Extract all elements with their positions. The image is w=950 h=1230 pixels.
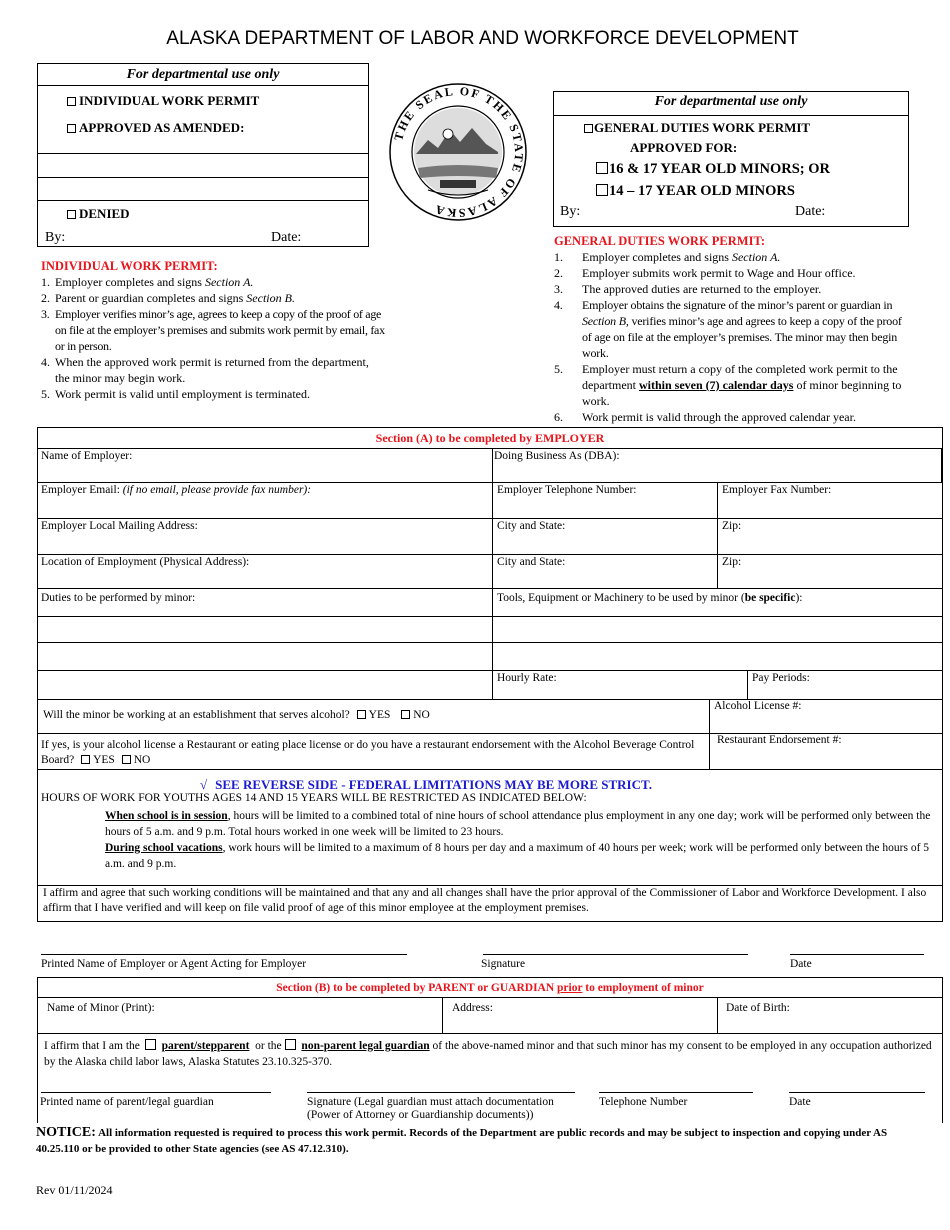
employer-fax-field[interactable]: Employer Fax Number: xyxy=(722,484,832,496)
section-b-title: Section (B) to be completed by PARENT or GUARDIAN prior to employment of minor xyxy=(276,982,704,994)
checkbox-restaurant-no[interactable] xyxy=(122,755,131,764)
alcohol-question: Will the minor be working at an establishment that serves alcohol? YES NO xyxy=(43,709,430,721)
guardian-telephone[interactable]: Telephone Number xyxy=(599,1096,688,1108)
approved-amended-option[interactable]: APPROVED AS AMENDED: xyxy=(67,120,244,136)
general-permit-instructions: GENERAL DUTIES WORK PERMIT: 1. Employer completes and signs Section A. 2. Employer submits work permit to Wage and Hour office. 3. The approved duties are returned to the employer. 4. Employer obtains the signature of the minor’s parent or guardian in Section B, verifies minor’s age and agrees to keep a copy of the proof of age on file at the employer’s premises. The minor may then begin work. 5. Employer must return a copy of the completed work permit to the department within seven (7) calendar days of minor beginning to work. 6. Work permit is valid through the approved calendar year. xyxy=(554,233,910,425)
individual-heading: INDIVIDUAL WORK PERMIT: xyxy=(41,259,218,273)
guardian-affirmation: I affirm that I am the parent/stepparent or the non-parent legal guardian of the above-named minor and that such minor has my consent to be employed in any occupation authorized by the Alaska child labor laws, Alaska Statutes 23.10.325-370. xyxy=(44,1040,932,1068)
general-heading: GENERAL DUTIES WORK PERMIT: xyxy=(554,234,766,248)
minor-address-field[interactable]: Address: xyxy=(452,1002,493,1014)
page-title: ALASKA DEPARTMENT OF LABOR AND WORKFORCE DEVELOPMENT xyxy=(166,28,799,49)
reverse-side-notice: √ SEE REVERSE SIDE - FEDERAL LIMITATIONS MAY BE MORE STRICT. xyxy=(200,777,652,792)
guardian-signature[interactable]: Signature (Legal guardian must attach documentation (Power of Attorney or Guardianship documents)) xyxy=(307,1096,554,1121)
duties-field[interactable]: Duties to be performed by minor: xyxy=(41,592,196,604)
school-vacation-rule: During school vacations, work hours will be limited to a maximum of 8 hours per day and a maximum of 40 hours per week; work will be performed only between the hours of 5 a.m. and 9 p.m. xyxy=(105,842,930,870)
location-field[interactable]: Location of Employment (Physical Address): xyxy=(41,556,250,568)
right-departmental-box xyxy=(553,91,909,227)
pay-periods-field[interactable]: Pay Periods: xyxy=(752,672,810,684)
checkbox-16-17[interactable] xyxy=(596,162,608,174)
alcohol-license-field[interactable]: Alcohol License #: xyxy=(714,700,802,712)
checkbox-parent[interactable] xyxy=(145,1039,156,1050)
mailing-address-field[interactable]: Employer Local Mailing Address: xyxy=(41,520,198,532)
checkbox-alcohol-no[interactable] xyxy=(401,710,410,719)
right-dept-title: For departmental use only xyxy=(654,94,808,109)
employer-email-field[interactable]: Employer Email: (if no email, please provide fax number): xyxy=(41,484,312,496)
seal-icon xyxy=(388,82,528,222)
minor-dob-field[interactable]: Date of Birth: xyxy=(726,1002,790,1014)
section-a-title: Section (A) to be completed by EMPLOYER xyxy=(375,431,605,445)
checkbox-alcohol-yes[interactable] xyxy=(357,710,366,719)
checkbox-approved-amended[interactable] xyxy=(67,124,76,133)
city-state-field-1[interactable]: City and State: xyxy=(497,520,566,532)
employer-phone-field[interactable]: Employer Telephone Number: xyxy=(497,484,637,496)
guardian-printed-name[interactable]: Printed name of parent/legal guardian xyxy=(40,1096,214,1108)
zip-field-1[interactable]: Zip: xyxy=(722,520,742,532)
right-date-label: Date: xyxy=(795,204,826,219)
guardian-date[interactable]: Date xyxy=(789,1096,811,1108)
left-departmental-box xyxy=(37,63,369,247)
checkbox-denied[interactable] xyxy=(67,210,76,219)
revision-date: Rev 01/11/2024 xyxy=(36,1183,113,1197)
left-by-label: By: xyxy=(45,230,66,245)
left-dept-title: For departmental use only xyxy=(126,67,280,82)
employer-affirmation: I affirm and agree that such working conditions will be maintained and that any and all changes shall have the prior approval of the Commissioner of Labor and Workforce Development. I also affirm that I have verified and will keep on file valid proof of age of this minor employee at the employment premises. xyxy=(43,887,927,914)
checkbox-individual[interactable] xyxy=(67,97,76,106)
check-icon: √ xyxy=(200,777,208,792)
age-14-17-option[interactable]: 14 – 17 YEAR OLD MINORS xyxy=(596,183,795,200)
minor-name-field[interactable]: Name of Minor (Print): xyxy=(47,1002,155,1014)
hours-heading: HOURS OF WORK FOR YOUTHS AGES 14 AND 15 YEARS WILL BE RESTRICTED AS INDICATED BELOW: xyxy=(41,792,587,804)
checkbox-restaurant-yes[interactable] xyxy=(81,755,90,764)
svg-text:THE SEAL OF THE STATE OF ALASK: THE SEAL OF THE STATE OF ALASKA xyxy=(391,83,527,221)
restaurant-question: If yes, is your alcohol license a Restaurant or eating place license or do you have a restaurant endorsement with the Alcohol Beverage Control Board? YES NO xyxy=(41,739,695,766)
checkbox-general-duties[interactable] xyxy=(584,124,593,133)
age-16-17-option[interactable]: 16 & 17 YEAR OLD MINORS; OR xyxy=(596,161,830,178)
individual-permit-option[interactable]: INDIVIDUAL WORK PERMIT xyxy=(67,93,259,109)
employer-signature[interactable]: Signature xyxy=(481,958,526,970)
school-session-rule: When school is in session, hours will be limited to a combined total of nine hours of school attendance plus employment in any one day; work will be performed only between the hours of 5 a.m. and 9 p.m. Total hours worked in one week will be limited to 23 hours. xyxy=(105,810,931,838)
approved-for-label: APPROVED FOR: xyxy=(630,140,738,155)
tools-field[interactable]: Tools, Equipment or Machinery to be used by minor (be specific): xyxy=(497,592,803,604)
notice: NOTICE: All information requested is required to process this work permit. Records of the Department are public records and may be subject to inspection and copying under AS 40.25.110 or be provided to other State agencies (see AS 47.12.310). xyxy=(36,1125,888,1155)
dba-field[interactable]: Doing Business As (DBA): xyxy=(494,450,620,462)
checkbox-guardian[interactable] xyxy=(285,1039,296,1050)
checkbox-14-17[interactable] xyxy=(596,184,608,196)
right-by-label: By: xyxy=(560,204,581,219)
employer-name-field[interactable]: Name of Employer: xyxy=(41,450,133,462)
individual-permit-instructions: INDIVIDUAL WORK PERMIT: 1. Employer completes and signs Section A. 2. Parent or guardian completes and signs Section B. 3. Employer verifies minor’s age, agrees to keep a copy of the proof of age on file at the employer’s premises and submits work permit by email, fax or in person. 4. When the approved work permit is returned from the department, the minor may begin work. 5. Work permit is valid until employment is terminated. xyxy=(41,259,385,401)
employer-printed-name[interactable]: Printed Name of Employer or Agent Acting for Employer xyxy=(41,958,307,970)
zip-field-2[interactable]: Zip: xyxy=(722,556,742,568)
denied-option[interactable]: DENIED xyxy=(67,206,130,222)
left-date-label: Date: xyxy=(271,230,302,245)
restaurant-endorsement-field[interactable]: Restaurant Endorsement #: xyxy=(717,734,842,746)
general-duties-option[interactable]: GENERAL DUTIES WORK PERMIT xyxy=(584,120,810,136)
employer-date[interactable]: Date xyxy=(790,958,812,970)
city-state-field-2[interactable]: City and State: xyxy=(497,556,566,568)
state-seal xyxy=(388,82,528,222)
hourly-rate-field[interactable]: Hourly Rate: xyxy=(497,672,557,684)
